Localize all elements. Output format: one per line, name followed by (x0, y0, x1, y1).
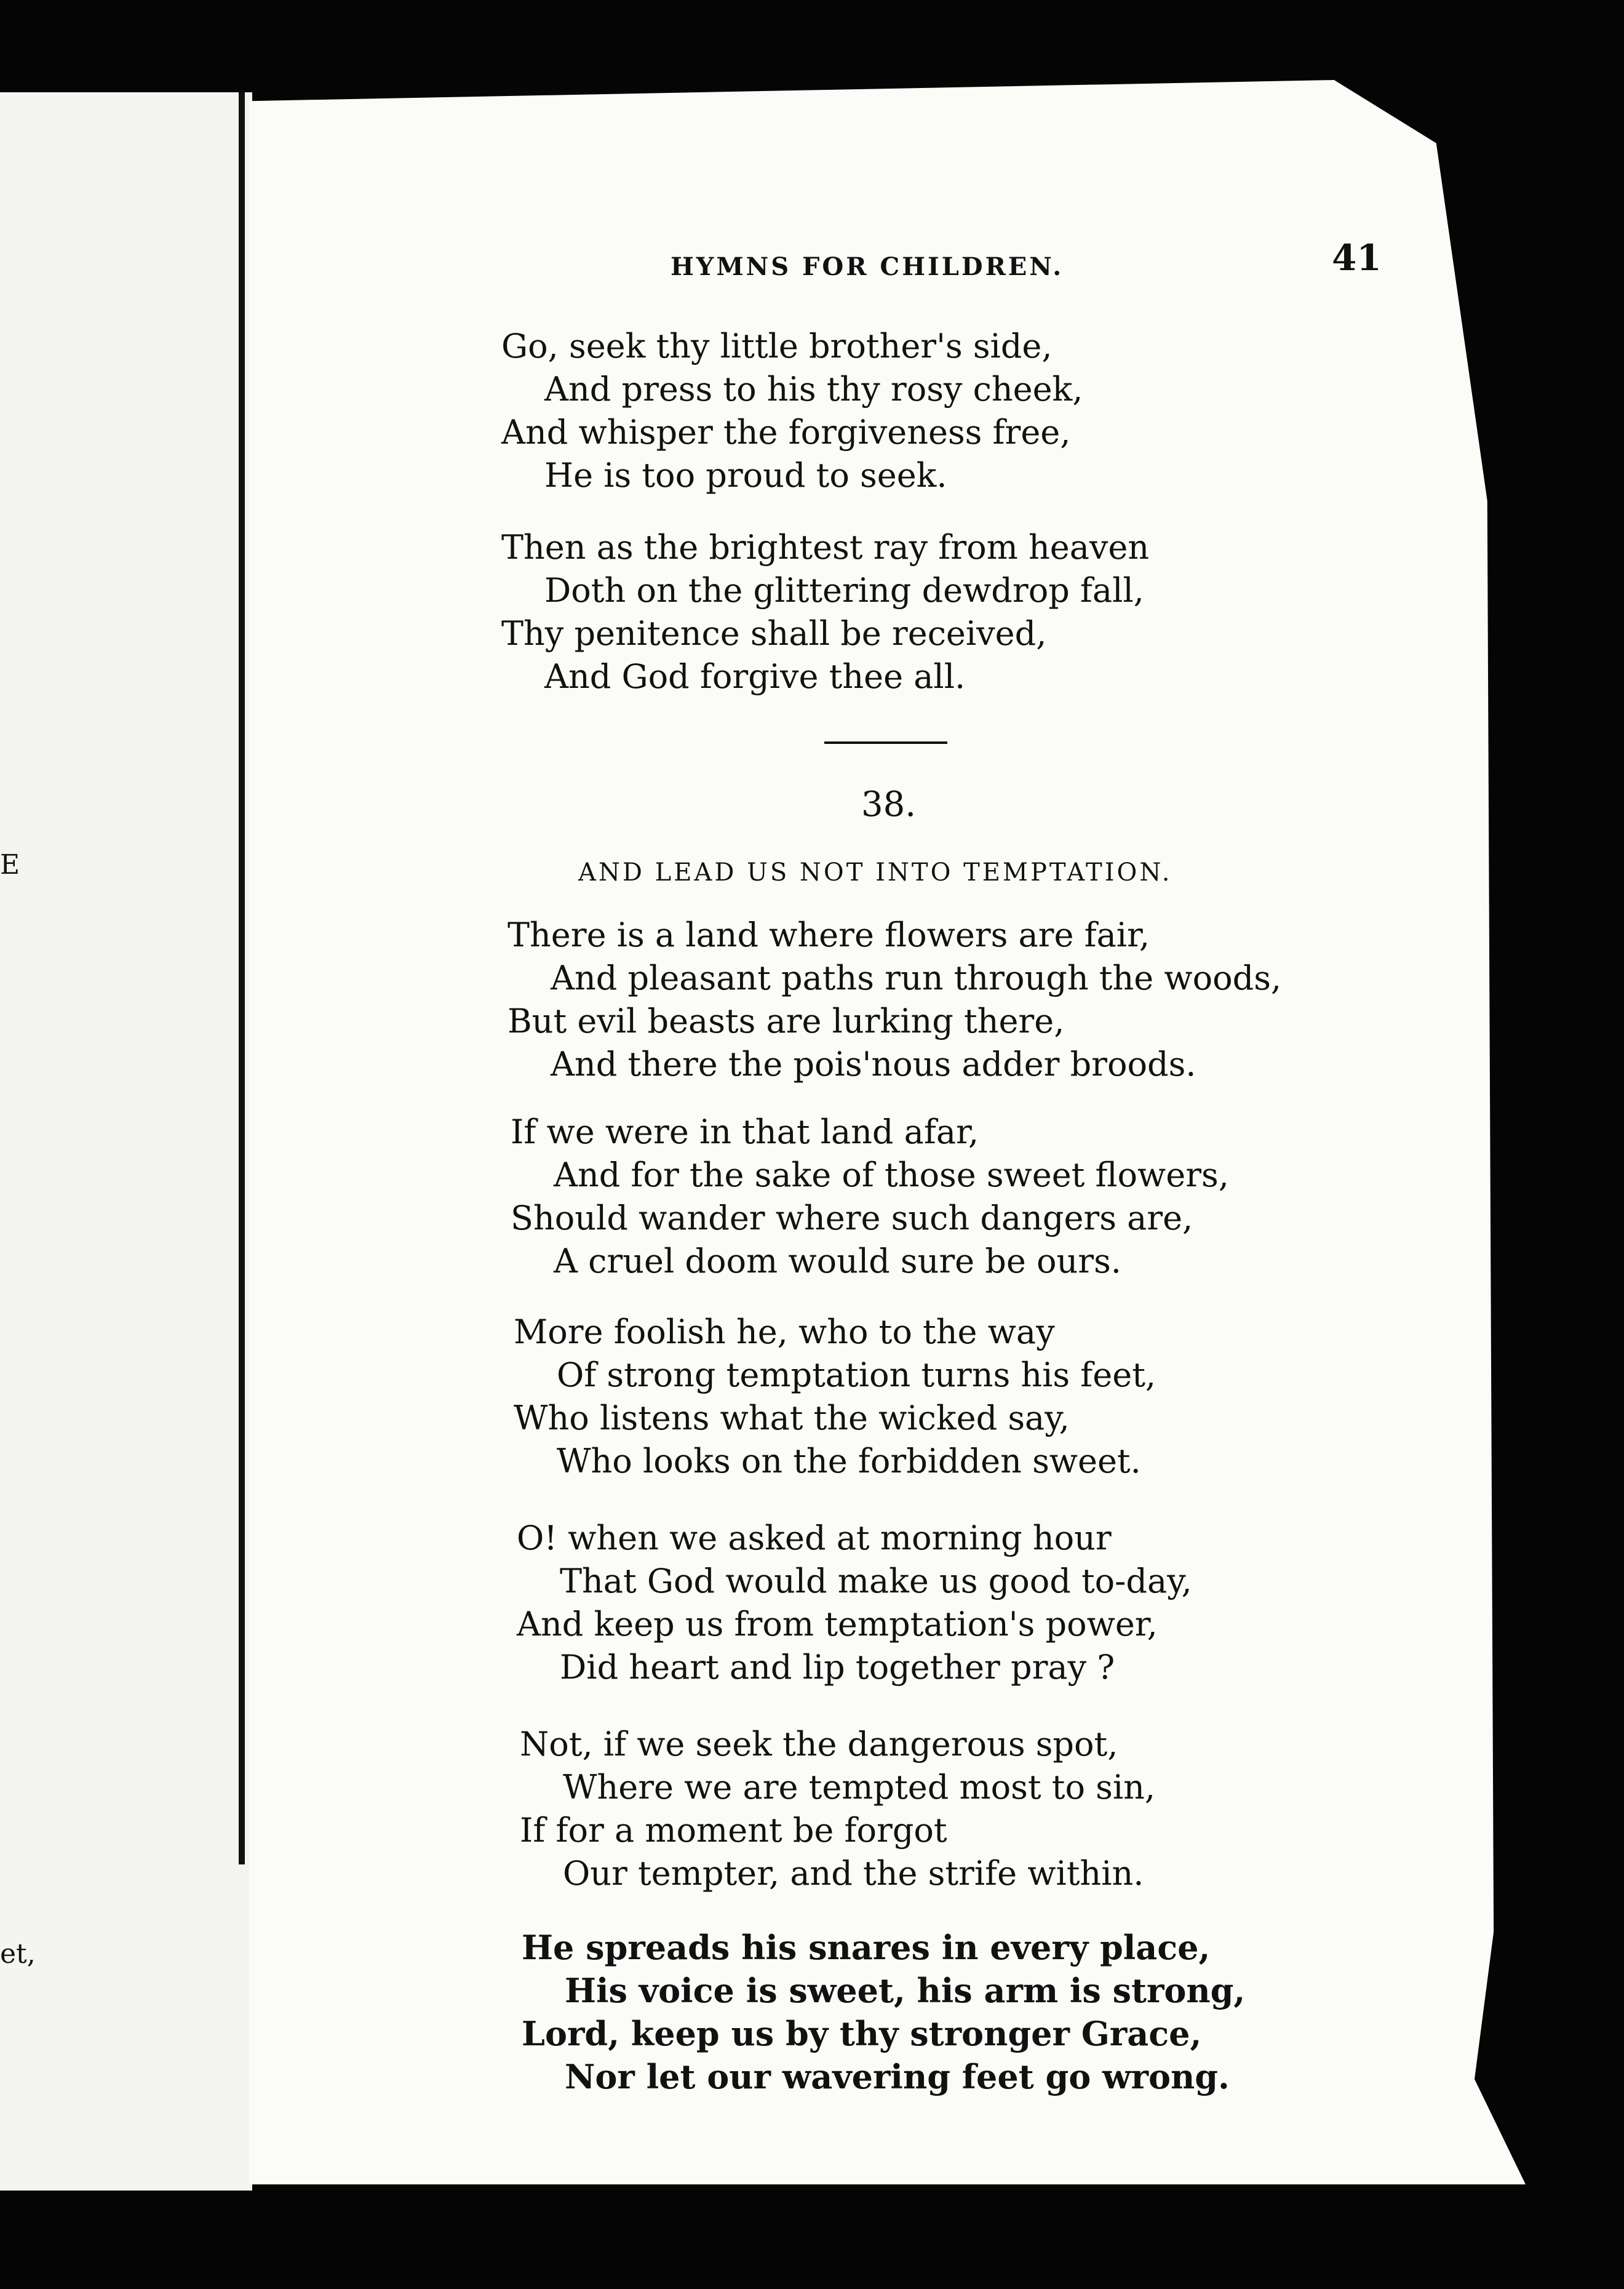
verse-line: Then as the brightest ray from heaven (501, 528, 1150, 567)
section-divider (824, 741, 947, 744)
hymn-stanza (520, 1723, 1155, 1895)
verse-line: More foolish he, who to the way (514, 1312, 1055, 1351)
left-page (0, 92, 252, 2191)
verse-line: Did heart and lip together pray ? (560, 1648, 1115, 1687)
verse-line: And whisper the forgiveness free, (501, 413, 1071, 452)
previous-hymn-stanza (501, 325, 1083, 497)
verse-line: And God forgive thee all. (544, 657, 966, 696)
verse-line: Nor let our wavering feet go wrong. (565, 2057, 1230, 2096)
verse-line: Thy penitence shall be received, (501, 614, 1047, 653)
hymn-stanza (511, 1111, 1229, 1283)
left-page-fragment: E (0, 849, 20, 881)
running-head: HYMNS FOR CHILDREN. (671, 252, 1064, 281)
verse-line: Not, if we seek the dangerous spot, (520, 1725, 1118, 1764)
verse-line: And for the sake of those sweet flowers, (554, 1156, 1229, 1194)
verse-line: He is too proud to seek. (544, 456, 947, 495)
verse-line: A cruel doom would sure be ours. (554, 1242, 1121, 1280)
hymn-stanza (507, 914, 1281, 1086)
left-page-fragment: et, (0, 1938, 36, 1970)
verse-line: Our tempter, and the strife within. (563, 1854, 1144, 1893)
verse-line: O! when we asked at morning hour (517, 1519, 1112, 1557)
verse-line: And pleasant paths run through the woods, (551, 959, 1282, 997)
hymn-stanza (522, 1926, 1245, 2098)
verse-line: Should wander where such dangers are, (511, 1199, 1193, 1237)
hymn-number: 38. (861, 785, 917, 825)
verse-line: Go, seek thy little brother's side, (501, 327, 1053, 366)
hymn-stanza (517, 1517, 1192, 1689)
verse-line: There is a land where flowers are fair, (507, 916, 1150, 954)
previous-hymn-stanza (501, 526, 1149, 698)
verse-line: Who looks on the forbidden sweet. (557, 1442, 1141, 1480)
verse-line: Where we are tempted most to sin, (563, 1768, 1156, 1807)
verse-line: His voice is sweet, his arm is strong, (565, 1971, 1246, 2010)
verse-line: Lord, keep us by thy stronger Grace, (522, 2014, 1202, 2053)
verse-line: And there the pois'nous adder broods. (551, 1045, 1196, 1084)
page-gutter (239, 92, 245, 1864)
hymn-title: AND LEAD US NOT INTO TEMPTATION. (578, 858, 1172, 887)
verse-line: If we were in that land afar, (511, 1113, 979, 1151)
verse-line: He spreads his snares in every place, (522, 1928, 1211, 1967)
verse-line: Of strong temptation turns his feet, (557, 1356, 1156, 1394)
hymn-stanza (514, 1311, 1156, 1483)
verse-line: Doth on the glittering dewdrop fall, (544, 571, 1144, 610)
verse-line: That God would make us good to-day, (560, 1562, 1192, 1600)
verse-line: And keep us from temptation's power, (517, 1605, 1158, 1644)
verse-line: But evil beasts are lurking there, (507, 1002, 1065, 1041)
verse-line: Who listens what the wicked say, (514, 1399, 1070, 1437)
verse-line: And press to his thy rosy cheek, (544, 370, 1083, 409)
verse-line: If for a moment be forgot (520, 1811, 947, 1850)
page-number: 41 (1332, 237, 1382, 279)
